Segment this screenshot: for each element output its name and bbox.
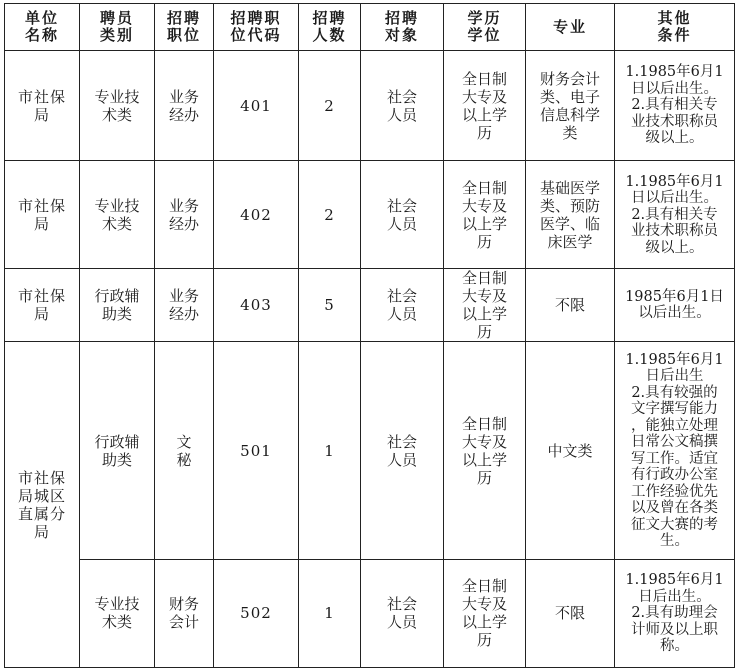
cell-major: 基础医学 类、预防 医学、临 床医学: [526, 161, 615, 269]
cell-position: 业务 经办: [155, 269, 214, 342]
header-target: 招聘 对象: [361, 4, 444, 51]
cell-unit: 市社保 局: [5, 269, 80, 342]
header-category: 聘员 类别: [80, 4, 155, 51]
cell-code: 502: [214, 559, 299, 667]
cell-education: 全日制 大专及 以上学 历: [444, 51, 526, 161]
cell-conditions: 1.1985年6月1 日后出生 2.具有较强的 文字撰写能力 ，能独立处理 日常公文稿撰 写工作。适宜 有行政办公室 工作经验优先 以及曾在各类 征文大赛的考 生。: [615, 342, 735, 559]
header-unit: 单位 名称: [5, 4, 80, 51]
header-position: 招聘 职位: [155, 4, 214, 51]
cell-target: 社会 人员: [361, 342, 444, 559]
cell-category: 行政辅 助类: [80, 269, 155, 342]
cell-position: 业务 经办: [155, 51, 214, 161]
header-count: 招聘 人数: [299, 4, 361, 51]
cell-education: 全日制 大专及 以上学 历: [444, 559, 526, 667]
header-conditions: 其他 条件: [615, 4, 735, 51]
cell-code: 401: [214, 51, 299, 161]
cell-code: 501: [214, 342, 299, 559]
cell-target: 社会 人员: [361, 269, 444, 342]
cell-unit: 市社保 局: [5, 51, 80, 161]
cell-target: 社会 人员: [361, 51, 444, 161]
table-row: [5, 559, 735, 667]
cell-unit: 市社保 局城区 直属分 局: [5, 342, 80, 668]
cell-education: 全日制 大专及 以上学 历: [444, 342, 526, 559]
cell-conditions: 1985年6月1日 以后出生。: [615, 269, 735, 342]
cell-conditions: 1.1985年6月1 日以后出生。 2.具有相关专 业技术职称员 级以上。: [615, 51, 735, 161]
cell-count: 2: [299, 51, 361, 161]
cell-code: 402: [214, 161, 299, 269]
cell-count: 1: [299, 342, 361, 559]
cell-conditions: 1.1985年6月1 日后出生。 2.具有助理会 计师及以上职 称。: [615, 559, 735, 667]
cell-category: 行政辅 助类: [80, 342, 155, 559]
recruitment-table: [4, 3, 735, 668]
cell-count: 5: [299, 269, 361, 342]
cell-education: 全日制 大专及 以上学 历: [444, 161, 526, 269]
cell-major: 中文类: [526, 342, 615, 559]
cell-count: 1: [299, 559, 361, 667]
cell-education: 全日制 大专及 以上学 历: [444, 269, 526, 342]
cell-category: 专业技 术类: [80, 161, 155, 269]
table-row: [5, 269, 735, 342]
cell-major: 不限: [526, 269, 615, 342]
cell-conditions: 1.1985年6月1 日以后出生。 2.具有相关专 业技术职称员 级以上。: [615, 161, 735, 269]
cell-major: 不限: [526, 559, 615, 667]
cell-major: 财务会计 类、电子 信息科学 类: [526, 51, 615, 161]
cell-unit: 市社保 局: [5, 161, 80, 269]
cell-code: 403: [214, 269, 299, 342]
cell-target: 社会 人员: [361, 161, 444, 269]
cell-category: 专业技 术类: [80, 559, 155, 667]
header-code: 招聘职 位代码: [214, 4, 299, 51]
cell-category: 专业技 术类: [80, 51, 155, 161]
cell-count: 2: [299, 161, 361, 269]
table-row: [5, 342, 735, 559]
header-education: 学历 学位: [444, 4, 526, 51]
table-row: [5, 51, 735, 161]
table-row: [5, 161, 735, 269]
cell-target: 社会 人员: [361, 559, 444, 667]
cell-position: 财务 会计: [155, 559, 214, 667]
cell-position: 业务 经办: [155, 161, 214, 269]
header-major: 专业: [526, 4, 615, 51]
header-row: [5, 4, 735, 51]
cell-position: 文 秘: [155, 342, 214, 559]
